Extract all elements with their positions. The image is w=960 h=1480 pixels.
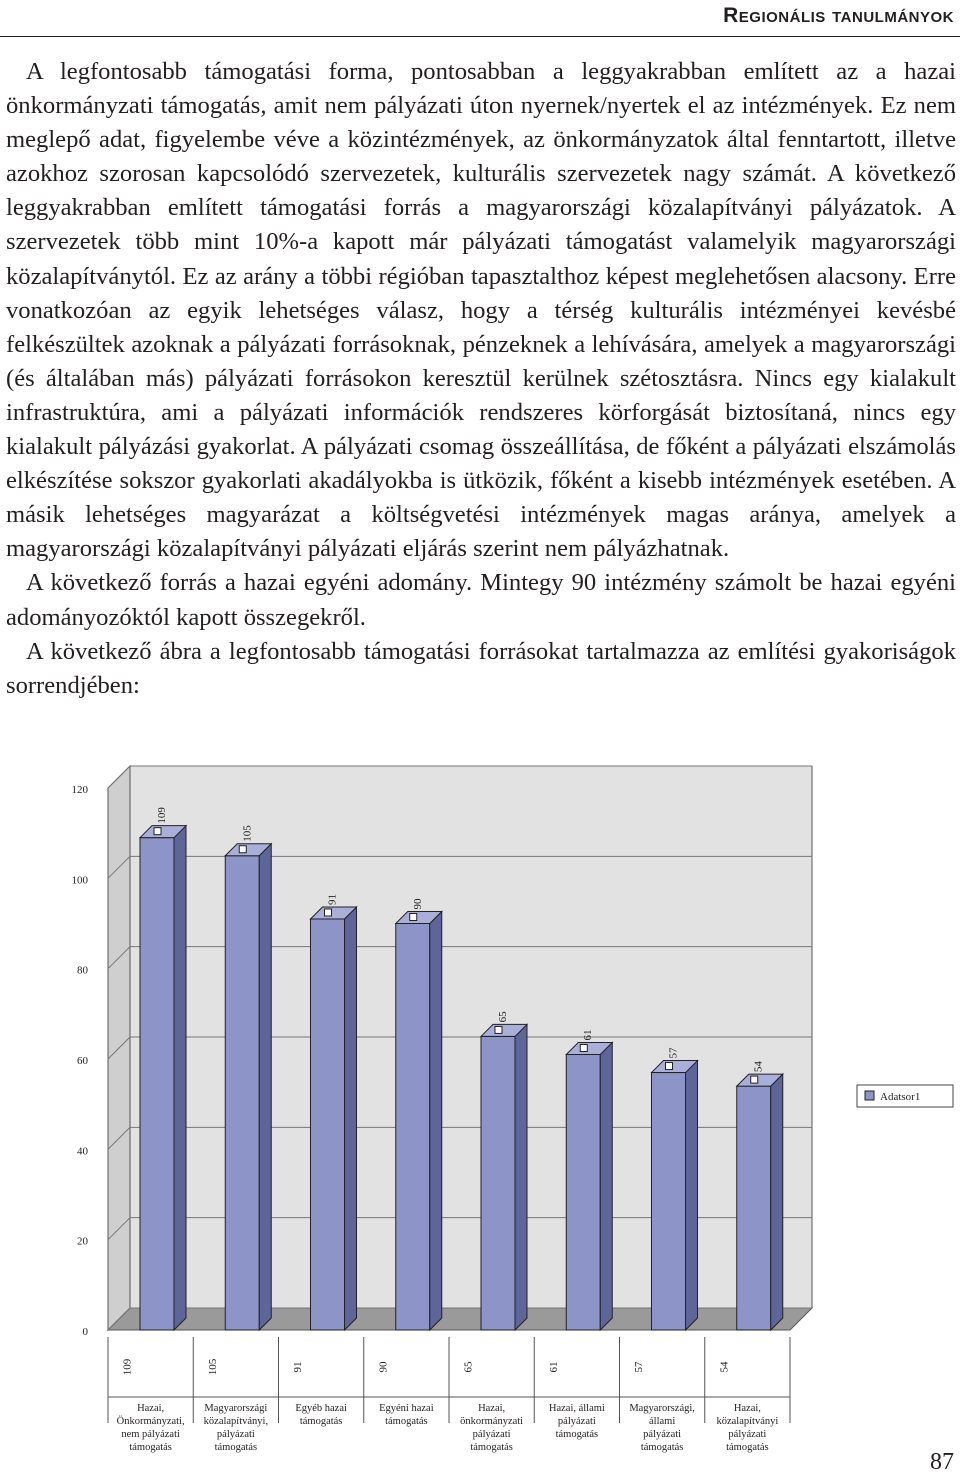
bar [225,856,259,1330]
body-text [6,55,956,703]
y-tick-label: 0 [82,1326,88,1338]
bar-side [430,912,442,1331]
y-tick-label: 120 [71,784,88,796]
bar-chart [0,740,960,1453]
bar-side [600,1042,612,1330]
table-value: 105 [206,1358,219,1376]
chart-floor [108,1308,812,1330]
data-label: 91 [326,893,339,905]
bar-marker [666,1063,673,1070]
category-label: Hazai, állami pályázati támogatás [548,1403,605,1440]
table-value: 91 [292,1361,305,1373]
paragraph-1: A legfontosabb támogatási forma, pontosabban a leggyakrabban említett az a hazai önkormányzati támogatás, amit nem pályázati úton nyernek/nyertek el az intézmények. Ez nem meglepő adat, figyelembe véve a közintézmények, az önkormányzatok által fenntartott, illetve azokhoz szorosan kapcsolódó szervezetek, kulturális szervezetek nagy számát. A következő leggyakrabban említett támogatási forrás a magyarországi közalapítványi pályázatok. A szervezetek több mint 10%-a kapott már pályázati támogatást valamelyik magyarországi közalapítványtól. Ez az arány a többi régióban tapasztalthoz képest meglehetősen alacsony. Erre vonatkozóan az egyik lehetséges válasz, hogy a térség kulturális intézményei kevésbé felkészültek azoknak a pályázati forrásoknak, pénzeknek a lehívására, amelyek a magyarországi (és általában más) pályázati forrásokon keresztül kerülnek szétosztásra. Nincs egy kialakult infrastruktúra, ami a pályázati információk rendszeres körforgását biztosítaná, nincs egy kialakult pályázási gyakorlat. A pályázati csomag összeállítása, de főként a pályázati elszámolás elkészítése sokszor gyakorlati akadályokba is ütközik, főként a kisebb intézmények esetében. A másik lehetséges magyarázat a költségvetési intézmények magas aránya, amelyek a magyarországi közalapítványi pályázati eljárás szerint nem pályázhatnak. [6,58,956,563]
paragraph-2: A következő forrás a hazai egyéni adomány. Mintegy 90 intézmény számolt be hazai egyéni adományozóktól kapott összegekről. [6,569,956,631]
bar [311,919,345,1330]
bar-side [345,907,357,1330]
bar-marker [239,846,246,853]
bar-side [686,1061,698,1330]
bar-side [515,1024,527,1330]
bar-side [174,826,186,1330]
data-label: 61 [582,1029,595,1041]
y-tick-label: 40 [77,1145,88,1158]
category-label: Magyarországi, állami pályázati támogatás [629,1403,695,1453]
bar-side [259,844,271,1330]
y-tick-label: 100 [71,874,88,887]
table-value: 61 [547,1361,560,1373]
data-label: 65 [497,1011,509,1023]
bar-marker [410,914,417,921]
data-label: 109 [156,807,168,824]
data-label: 90 [411,898,424,910]
category-label: Magyarországi közalapítványi, pályázati támogatás [203,1403,269,1453]
paragraph-3: A következő ábra a legfontosabb támogatási forrásokat tartalmazza az említési gyakoriságok sorrendjében: [6,637,956,699]
running-header: Regionális tanulmányok [723,4,954,27]
category-label: Hazai, önkormányzati pályázati támogatás [460,1403,524,1453]
bar-side [771,1074,783,1330]
table-value: 65 [462,1361,475,1373]
bar [566,1054,600,1330]
data-label: 54 [752,1061,765,1073]
data-label: 105 [241,825,254,842]
table-value: 90 [377,1361,390,1373]
bar [652,1073,686,1330]
bar-marker [325,909,332,916]
table-value: 109 [121,1358,134,1376]
bar-marker [580,1044,587,1051]
table-value: 57 [633,1361,646,1373]
bar-marker [751,1076,758,1083]
bar [396,924,430,1331]
legend-swatch [865,1091,874,1100]
legend-label: Adatsor1 [880,1091,921,1103]
page-number: 87 [930,1449,954,1475]
category-label: Egyéni hazai támogatás [379,1403,434,1427]
data-label: 57 [667,1047,680,1059]
table-value: 54 [718,1361,731,1373]
bar-marker [495,1026,502,1033]
y-tick-label: 20 [77,1235,88,1248]
bar [737,1086,771,1330]
header-rule [0,36,960,37]
category-label: Egyéb hazai támogatás [295,1403,347,1427]
category-label: Hazai, közalapítványi pályázati támogatás [716,1403,779,1453]
bar [481,1036,515,1330]
category-label: Hazai, Önkormányzati, nem pályázati támogatás [116,1403,185,1453]
y-tick-label: 80 [77,964,88,977]
bar-marker [154,828,161,835]
bar [140,838,174,1330]
y-tick-label: 60 [77,1055,88,1067]
